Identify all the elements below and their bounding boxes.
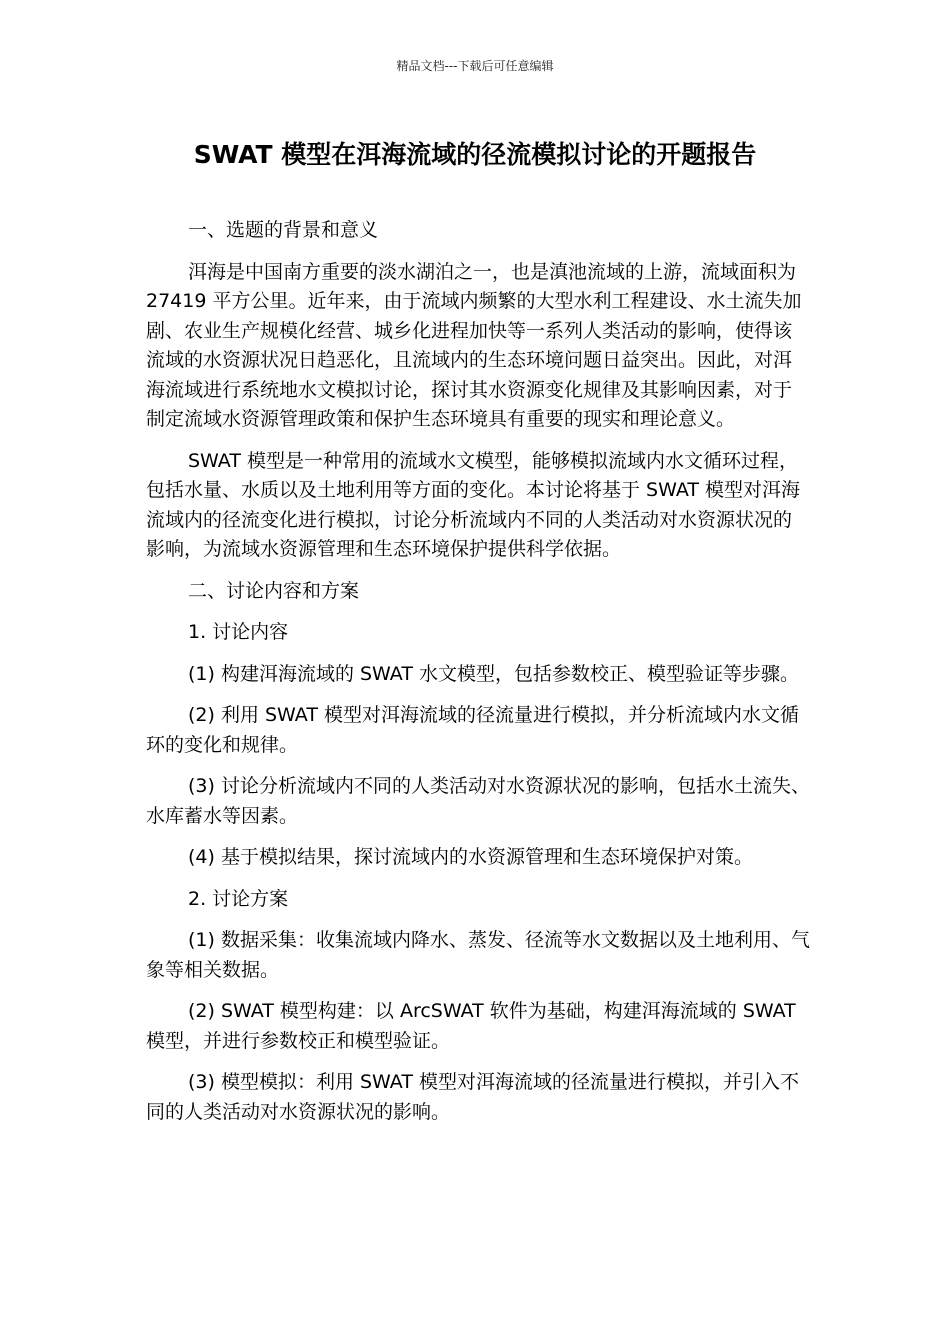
subsection-heading-plan: 2. 讨论方案 xyxy=(188,887,289,910)
document-title: SWAT 模型在洱海流域的径流模拟讨论的开题报告 xyxy=(193,140,757,169)
document-body xyxy=(146,216,810,1139)
list-item-content-4: (4) 基于模拟结果，探讨流域内的水资源管理和生态环境保护对策。 xyxy=(188,846,753,868)
paragraph-swat-intro: SWAT 模型是一种常用的流域水文模型，能够模拟流域内水文循环过程，包括水量、水质以及土地利用等方面的变化。本讨论将基于 SWAT 模型对洱海流域内的径流变化进行模拟，讨论分析流域内不同的人类活动对水资源状况的影响，为流域水资源管理和生态环境保护提供科学依据。 xyxy=(146,449,801,560)
section-heading-content-plan: 二、讨论内容和方案 xyxy=(188,579,360,602)
section-heading-background: 一、选题的背景和意义 xyxy=(188,219,379,241)
list-item-plan-2: (2) SWAT 模型构建：以 ArcSWAT 软件为基础，构建洱海流域的 SWAT 模型，并进行参数校正和模型验证。 xyxy=(146,1000,796,1052)
list-item-plan-1: (1) 数据采集：收集流域内降水、蒸发、径流等水文数据以及土地利用、气象等相关数据。 xyxy=(146,929,810,981)
list-item-content-1: (1) 构建洱海流域的 SWAT 水文模型，包括参数校正、模型验证等步骤。 xyxy=(188,662,799,685)
list-item-content-3: (3) 讨论分析流域内不同的人类活动对水资源状况的影响，包括水土流失、水库蓄水等因素。 xyxy=(146,775,810,827)
paragraph-background: 洱海是中国南方重要的淡水湖泊之一，也是滇池流域的上游，流域面积为 27419 平方公里。近年来，由于流域内频繁的大型水利工程建设、水土流失加剧、农业生产规模化经营、城乡化进程加快等一系列人类活动的影响，使得该流域的水资源状况日趋恶化，且流域内的生态环境问题日益突出。因此，对洱海流域进行系统地水文模拟讨论，探讨其水资源变化规律及其影响因素，对于制定流域水资源管理政策和保护生态环境具有重要的现实和理论意义。 xyxy=(146,260,802,430)
subsection-heading-content: 1. 讨论内容 xyxy=(188,621,289,643)
header-note: 精品文档---下载后可任意编辑 xyxy=(396,59,554,73)
list-item-plan-3: (3) 模型模拟：利用 SWAT 模型对洱海流域的径流量进行模拟，并引入不同的人类活动对水资源状况的影响。 xyxy=(146,1071,799,1123)
list-item-content-2: (2) 利用 SWAT 模型对洱海流域的径流量进行模拟，并分析流域内水文循环的变化和规律。 xyxy=(146,704,799,756)
